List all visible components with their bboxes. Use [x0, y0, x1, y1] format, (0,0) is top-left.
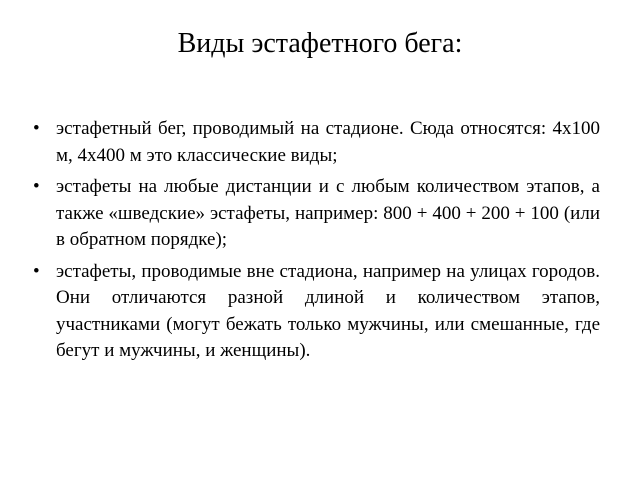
- slide-title: Виды эстафетного бега:: [177, 28, 463, 59]
- bullet-text: эстафеты, проводимые вне стадиона, например на улицах городов. Они отличаются разной длиной и количеством этапов, участниками (могут бежать только мужчины, или смешанные, где бегут и мужчины, и женщины).: [56, 260, 600, 361]
- bullet-item: [32, 116, 600, 169]
- bullet-icon: •: [33, 260, 40, 282]
- bullet-icon: •: [33, 118, 40, 139]
- bullet-text: эстафетный бег, проводимый на стадионе. Сюда относятся: 4х100 м, 4х400 м это классические виды;: [56, 118, 600, 166]
- bullet-item: [32, 259, 600, 365]
- bullet-list: [32, 116, 600, 370]
- bullet-icon: •: [33, 176, 40, 197]
- bullet-text: эстафеты на любые дистанции и с любым количеством этапов, а также «шведские» эстафеты, например: 800 + 400 + 200 + 100 (или в обратном порядке);: [56, 176, 600, 250]
- bullet-item: [32, 174, 600, 254]
